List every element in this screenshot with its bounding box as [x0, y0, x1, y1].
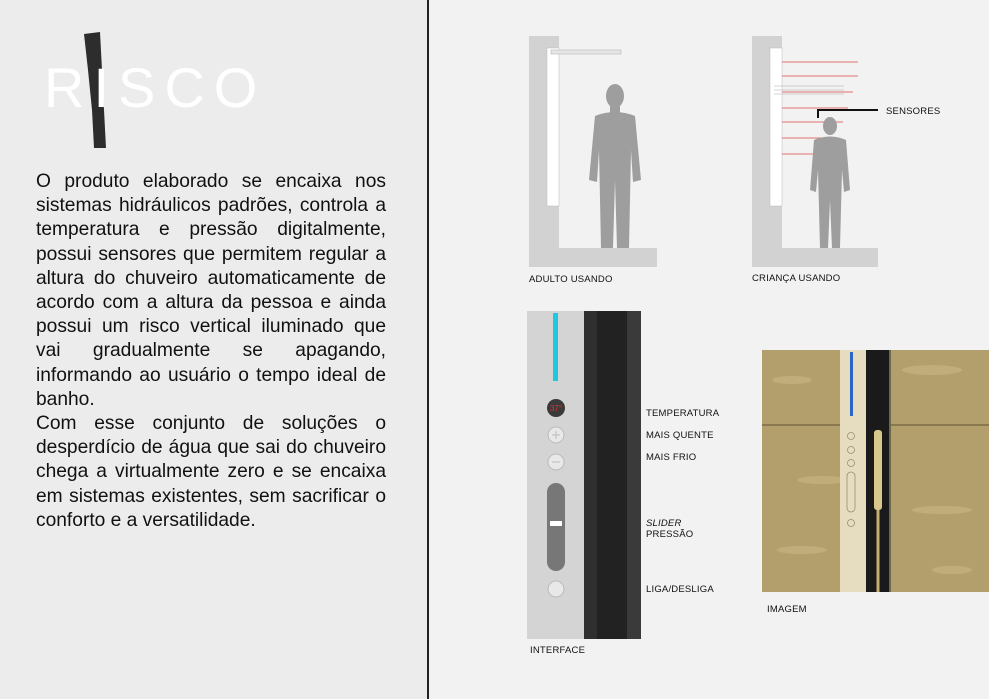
label-temperature: TEMPERATURA — [646, 408, 720, 419]
product-photo — [762, 350, 989, 592]
slider-handle — [550, 521, 562, 526]
child-silhouette-icon — [810, 117, 850, 248]
pressure-slider — [547, 483, 565, 571]
logo-text: RISCO — [44, 56, 267, 119]
temperature-value: 37° — [549, 404, 563, 413]
sensors-label: SENSORES — [886, 106, 941, 117]
interface-caption: INTERFACE — [530, 645, 586, 656]
vertical-divider — [427, 0, 429, 699]
child-diagram — [748, 30, 898, 270]
adult-silhouette-icon — [589, 84, 641, 248]
interface-panel — [527, 311, 643, 641]
risco-logo — [44, 30, 284, 150]
image-caption: IMAGEM — [767, 604, 807, 615]
product-description — [36, 170, 386, 533]
description-paragraph-1: O produto elaborado se encaixa nos sistemas hidráulicos padrões, controla a temperatura e pressão digitalmente, possui sensores que permitem regular a altura do chuveiro automaticamente de acordo com a altura da pessoa e ainda possui um risco vertical iluminado que vai gradualmente se apagando, informando ao usuário o tempo ideal de banho. — [36, 171, 386, 410]
light-strip — [553, 313, 558, 381]
child-caption: CRIANÇA USANDO — [752, 273, 841, 284]
power-icon — [548, 581, 564, 597]
sensor-pointer — [818, 110, 878, 118]
label-slider: SLIDER — [646, 518, 682, 529]
adult-caption: ADULTO USANDO — [529, 274, 613, 285]
label-power: LIGA/DESLIGA — [646, 584, 714, 595]
adult-diagram — [525, 30, 665, 270]
label-pressure: PRESSÃO — [646, 529, 694, 540]
description-paragraph-2: Com esse conjunto de soluções o desperdício de água que sai do chuveiro chega a virtualmente zero e se encaixa em sistemas existentes, sem sacrificar o conforto e a versatilidade. — [36, 413, 386, 531]
label-colder: MAIS FRIO — [646, 452, 697, 463]
label-hotter: MAIS QUENTE — [646, 430, 714, 441]
shower-head-lines — [774, 86, 844, 94]
